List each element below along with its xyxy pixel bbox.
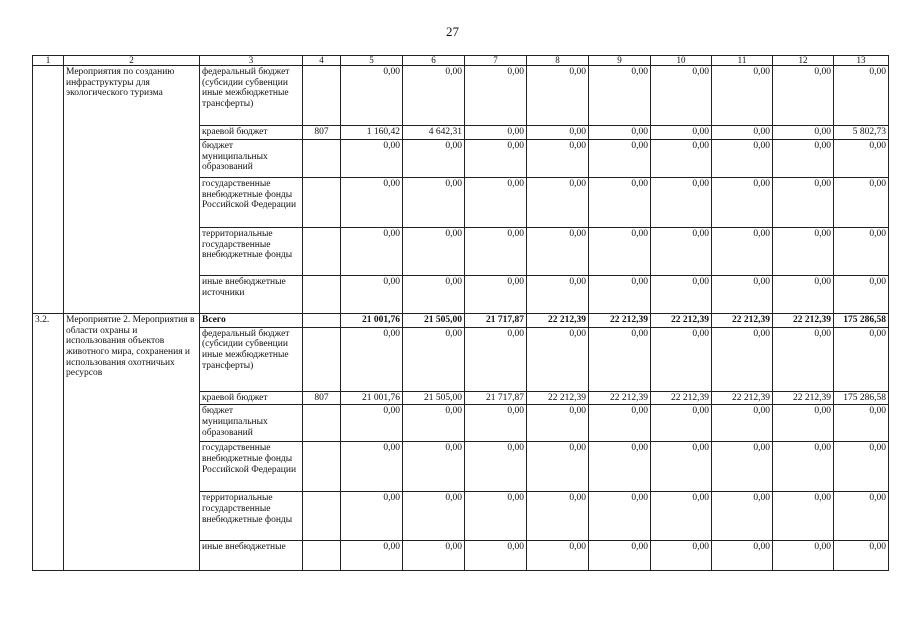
amount-cell: 22 212,39 — [712, 391, 773, 405]
activity-title: Мероприятия по созданию инфраструктуры для экологического туризма — [64, 66, 200, 314]
amount-cell: 0,00 — [834, 442, 889, 492]
amount-cell: 0,00 — [527, 405, 589, 442]
amount-cell: 22 212,39 — [712, 314, 773, 328]
amount-cell: 0,00 — [341, 276, 403, 314]
amount-cell: 0,00 — [527, 66, 589, 126]
budget-code — [303, 140, 341, 178]
amount-cell: 0,00 — [527, 276, 589, 314]
amount-cell: 0,00 — [589, 327, 651, 391]
amount-cell: 22 212,39 — [527, 314, 589, 328]
funding-source: федеральный бюджет (субсидии субвенции иные межбюджетные трансферты) — [200, 66, 303, 126]
amount-cell: 0,00 — [465, 276, 527, 314]
budget-code — [303, 314, 341, 328]
column-header: 4 — [303, 56, 341, 66]
amount-cell: 0,00 — [773, 126, 834, 140]
amount-cell: 0,00 — [589, 541, 651, 571]
table-row — [33, 314, 889, 328]
amount-cell: 0,00 — [834, 140, 889, 178]
budget-table — [32, 55, 889, 571]
amount-cell: 0,00 — [341, 228, 403, 276]
amount-cell: 0,00 — [341, 541, 403, 571]
amount-cell: 0,00 — [341, 66, 403, 126]
amount-cell: 1 160,42 — [341, 126, 403, 140]
amount-cell: 21 001,76 — [341, 391, 403, 405]
funding-source: иные внебюджетные источники — [200, 276, 303, 314]
amount-cell: 0,00 — [773, 66, 834, 126]
amount-cell: 0,00 — [403, 327, 465, 391]
amount-cell: 0,00 — [403, 541, 465, 571]
amount-cell: 0,00 — [712, 442, 773, 492]
amount-cell: 0,00 — [527, 126, 589, 140]
amount-cell: 0,00 — [589, 276, 651, 314]
budget-code — [303, 178, 341, 228]
amount-cell: 0,00 — [773, 178, 834, 228]
amount-cell: 0,00 — [465, 405, 527, 442]
amount-cell: 5 802,73 — [834, 126, 889, 140]
amount-cell: 0,00 — [773, 228, 834, 276]
budget-code: 807 — [303, 391, 341, 405]
amount-cell: 0,00 — [651, 66, 712, 126]
amount-cell: 22 212,39 — [651, 314, 712, 328]
amount-cell: 0,00 — [712, 276, 773, 314]
amount-cell: 21 001,76 — [341, 314, 403, 328]
column-header: 2 — [64, 56, 200, 66]
amount-cell: 0,00 — [651, 492, 712, 541]
amount-cell: 0,00 — [834, 405, 889, 442]
amount-cell: 0,00 — [834, 492, 889, 541]
amount-cell: 0,00 — [773, 492, 834, 541]
header-row — [33, 56, 889, 66]
amount-cell: 21 505,00 — [403, 314, 465, 328]
funding-source: государственные внебюджетные фонды Российской Федерации — [200, 178, 303, 228]
amount-cell: 175 286,58 — [834, 314, 889, 328]
amount-cell: 0,00 — [403, 140, 465, 178]
amount-cell: 0,00 — [527, 327, 589, 391]
column-header: 13 — [834, 56, 889, 66]
amount-cell: 0,00 — [403, 492, 465, 541]
amount-cell: 0,00 — [341, 442, 403, 492]
page-number: 27 — [446, 24, 459, 39]
funding-source: иные внебюджетные — [200, 541, 303, 571]
amount-cell: 21 717,87 — [465, 391, 527, 405]
column-header: 5 — [341, 56, 403, 66]
amount-cell: 0,00 — [834, 327, 889, 391]
activity-title: Мероприятие 2. Мероприятия в области охраны и использования объектов животного мира, сохранения и использования охотничьих ресурсов — [64, 314, 200, 571]
amount-cell: 0,00 — [651, 327, 712, 391]
amount-cell: 0,00 — [773, 442, 834, 492]
item-number — [33, 66, 64, 314]
amount-cell: 0,00 — [403, 442, 465, 492]
amount-cell: 0,00 — [403, 276, 465, 314]
amount-cell: 0,00 — [341, 405, 403, 442]
amount-cell: 0,00 — [465, 228, 527, 276]
amount-cell: 0,00 — [651, 126, 712, 140]
amount-cell: 0,00 — [403, 405, 465, 442]
amount-cell: 0,00 — [651, 276, 712, 314]
amount-cell: 0,00 — [403, 66, 465, 126]
column-header: 1 — [33, 56, 64, 66]
amount-cell: 0,00 — [712, 126, 773, 140]
amount-cell: 0,00 — [834, 276, 889, 314]
amount-cell: 0,00 — [403, 228, 465, 276]
column-header: 3 — [200, 56, 303, 66]
amount-cell: 0,00 — [589, 228, 651, 276]
amount-cell: 0,00 — [834, 541, 889, 571]
amount-cell: 0,00 — [341, 140, 403, 178]
amount-cell: 0,00 — [773, 541, 834, 571]
amount-cell: 0,00 — [465, 327, 527, 391]
amount-cell: 4 642,31 — [403, 126, 465, 140]
amount-cell: 22 212,39 — [527, 391, 589, 405]
amount-cell: 0,00 — [465, 126, 527, 140]
amount-cell: 0,00 — [773, 327, 834, 391]
amount-cell: 22 212,39 — [651, 391, 712, 405]
column-header: 9 — [589, 56, 651, 66]
column-header: 8 — [527, 56, 589, 66]
amount-cell: 0,00 — [589, 178, 651, 228]
amount-cell: 0,00 — [465, 492, 527, 541]
amount-cell: 22 212,39 — [773, 391, 834, 405]
amount-cell: 0,00 — [834, 66, 889, 126]
amount-cell: 0,00 — [712, 327, 773, 391]
amount-cell: 0,00 — [712, 66, 773, 126]
funding-source: краевой бюджет — [200, 391, 303, 405]
column-header: 7 — [465, 56, 527, 66]
budget-code — [303, 228, 341, 276]
amount-cell: 22 212,39 — [773, 314, 834, 328]
amount-cell: 0,00 — [712, 178, 773, 228]
amount-cell: 0,00 — [712, 541, 773, 571]
amount-cell: 0,00 — [527, 442, 589, 492]
amount-cell: 0,00 — [341, 178, 403, 228]
budget-code — [303, 276, 341, 314]
amount-cell: 0,00 — [589, 140, 651, 178]
column-header: 6 — [403, 56, 465, 66]
amount-cell: 0,00 — [527, 140, 589, 178]
amount-cell: 0,00 — [403, 178, 465, 228]
amount-cell: 0,00 — [651, 442, 712, 492]
funding-source: федеральный бюджет (субсидии субвенции иные межбюджетные трансферты) — [200, 327, 303, 391]
amount-cell: 0,00 — [589, 126, 651, 140]
amount-cell: 0,00 — [651, 140, 712, 178]
amount-cell: 22 212,39 — [589, 391, 651, 405]
funding-source: бюджет муниципальных образований — [200, 405, 303, 442]
budget-code — [303, 492, 341, 541]
amount-cell: 0,00 — [651, 541, 712, 571]
amount-cell: 0,00 — [465, 541, 527, 571]
budget-code — [303, 541, 341, 571]
amount-cell: 0,00 — [712, 228, 773, 276]
funding-source: бюджет муниципальных образований — [200, 140, 303, 178]
amount-cell: 0,00 — [712, 140, 773, 178]
amount-cell: 0,00 — [773, 140, 834, 178]
amount-cell: 0,00 — [834, 228, 889, 276]
amount-cell: 0,00 — [773, 276, 834, 314]
amount-cell: 0,00 — [465, 442, 527, 492]
budget-code — [303, 405, 341, 442]
amount-cell: 0,00 — [651, 178, 712, 228]
column-header: 10 — [651, 56, 712, 66]
funding-source: территориальные государственные внебюджетные фонды — [200, 492, 303, 541]
column-header: 12 — [773, 56, 834, 66]
amount-cell: 0,00 — [527, 541, 589, 571]
budget-code — [303, 327, 341, 391]
amount-cell: 0,00 — [589, 405, 651, 442]
funding-source: государственные внебюджетные фонды Российской Федерации — [200, 442, 303, 492]
funding-source: территориальные государственные внебюджетные фонды — [200, 228, 303, 276]
amount-cell: 0,00 — [341, 492, 403, 541]
amount-cell: 0,00 — [651, 405, 712, 442]
amount-cell: 0,00 — [834, 178, 889, 228]
amount-cell: 0,00 — [527, 178, 589, 228]
amount-cell: 0,00 — [651, 228, 712, 276]
amount-cell: 0,00 — [465, 140, 527, 178]
amount-cell: 21 717,87 — [465, 314, 527, 328]
budget-code: 807 — [303, 126, 341, 140]
amount-cell: 0,00 — [589, 492, 651, 541]
amount-cell: 0,00 — [712, 492, 773, 541]
funding-source: краевой бюджет — [200, 126, 303, 140]
budget-code — [303, 442, 341, 492]
budget-code — [303, 66, 341, 126]
amount-cell: 175 286,58 — [834, 391, 889, 405]
amount-cell: 0,00 — [527, 492, 589, 541]
amount-cell: 22 212,39 — [589, 314, 651, 328]
amount-cell: 0,00 — [712, 405, 773, 442]
amount-cell: 0,00 — [589, 66, 651, 126]
amount-cell: 0,00 — [527, 228, 589, 276]
amount-cell: 0,00 — [773, 405, 834, 442]
table-row — [33, 66, 889, 126]
item-number: 3.2. — [33, 314, 64, 571]
amount-cell: 0,00 — [341, 327, 403, 391]
amount-cell: 0,00 — [589, 442, 651, 492]
amount-cell: 21 505,00 — [403, 391, 465, 405]
funding-source: Всего — [200, 314, 303, 328]
amount-cell: 0,00 — [465, 66, 527, 126]
amount-cell: 0,00 — [465, 178, 527, 228]
column-header: 11 — [712, 56, 773, 66]
